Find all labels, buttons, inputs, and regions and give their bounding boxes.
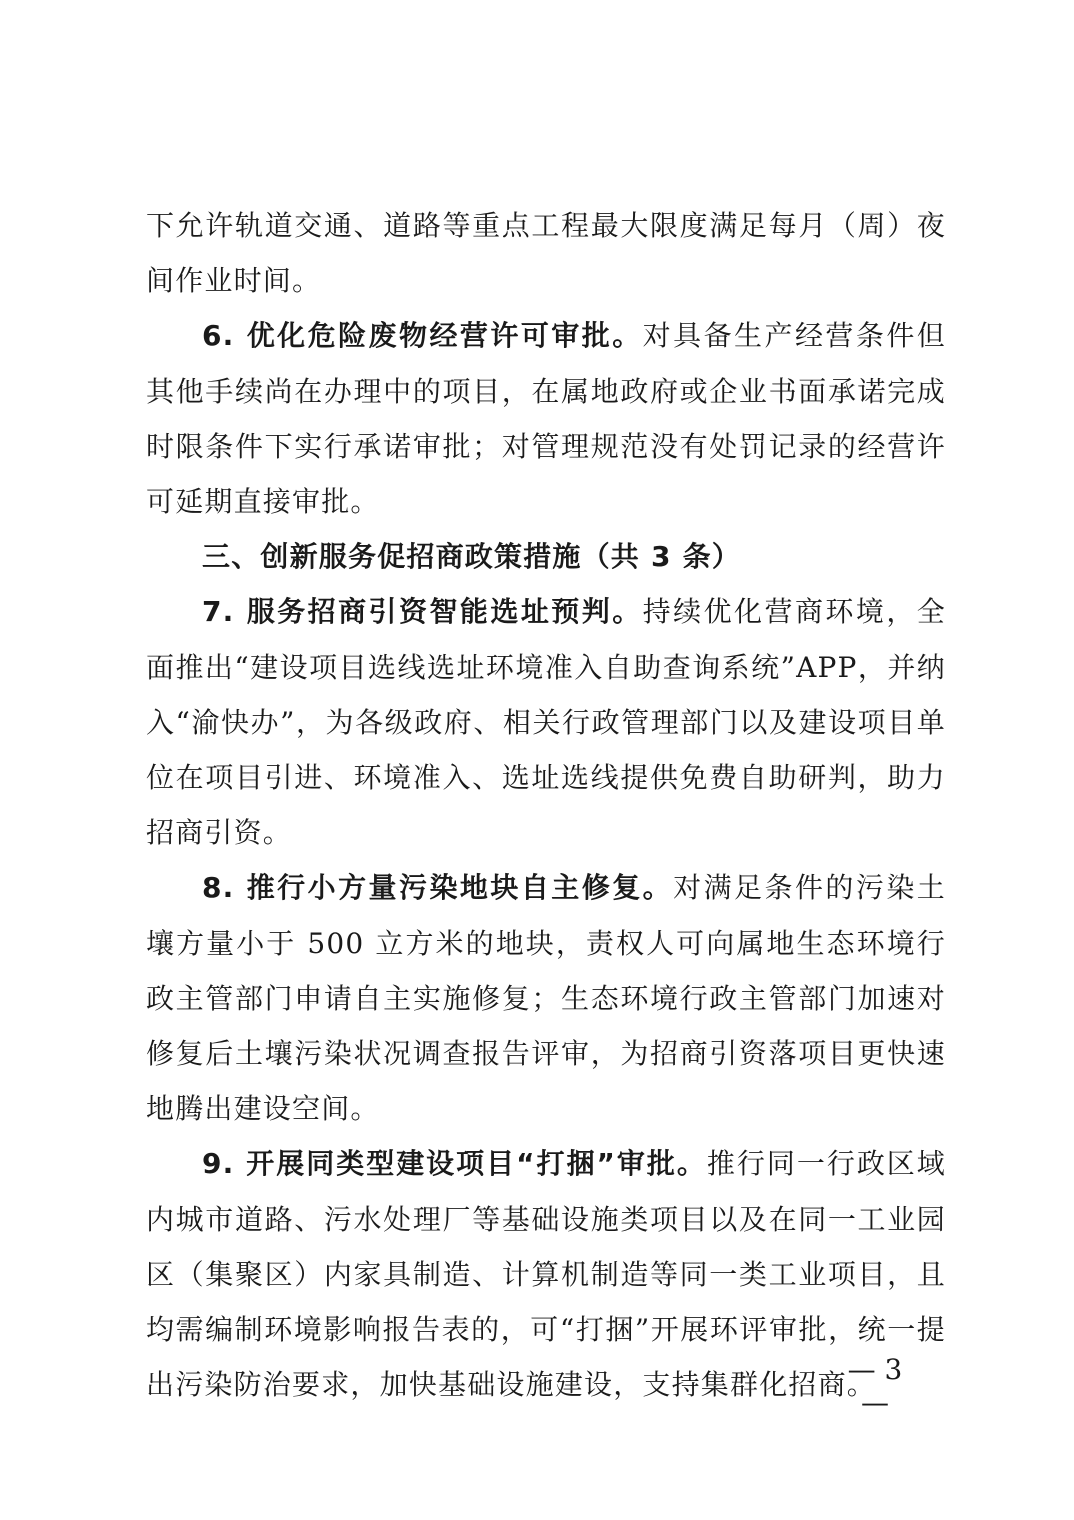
document-body	[146, 198, 946, 1412]
item-9-title: 9. 开展同类型建设项目“打捆”审批。	[202, 1147, 707, 1181]
paragraph-item-7	[146, 584, 946, 860]
item-8-text: 对满足条件的污染土壤方量小于 500 立方米的地块，责权人可向属地生态环境行政主管部门申请自主实施修复；生态环境行政主管部门加速对修复后土壤污染状况调查报告评审，为招商引资落项目更快速地腾出建设空间。	[146, 871, 946, 1126]
page-number: — 3 —	[847, 1353, 903, 1419]
item-7-text: 持续优化营商环境，全面推出“建设项目选线选址环境准入自助查询系统”APP，并纳入“渝快办”，为各级政府、相关行政管理部门以及建设项目单位在项目引进、环境准入、选址选线提供免费自助研判，助力招商引资。	[146, 595, 946, 850]
paragraph-text: 下允许轨道交通、道路等重点工程最大限度满足每月（周）夜间作业时间。	[146, 209, 946, 298]
item-9-text: 推行同一行政区域内城市道路、污水处理厂等基础设施类项目以及在同一工业园区（集聚区）内家具制造、计算机制造等同一类工业项目，且均需编制环境影响报告表的，可“打捆”开展环评审批，统一提出污染防治要求，加快基础设施建设，支持集群化招商。	[146, 1147, 946, 1402]
paragraph-continuation	[146, 198, 946, 308]
paragraph-item-6	[146, 308, 946, 529]
paragraph-item-9	[146, 1136, 946, 1412]
item-6-text: 对具备生产经营条件但其他手续尚在办理中的项目，在属地政府或企业书面承诺完成时限条件下实行承诺审批；对管理规范没有处罚记录的经营许可延期直接审批。	[146, 319, 946, 519]
item-6-title: 6. 优化危险废物经营许可审批。	[202, 319, 643, 353]
section-heading-3: 三、创新服务促招商政策措施（共 3 条）	[202, 540, 741, 574]
item-7-title: 7. 服务招商引资智能选址预判。	[202, 595, 643, 629]
paragraph-item-8	[146, 860, 946, 1136]
item-8-title: 8. 推行小方量污染地块自主修复。	[202, 871, 674, 905]
